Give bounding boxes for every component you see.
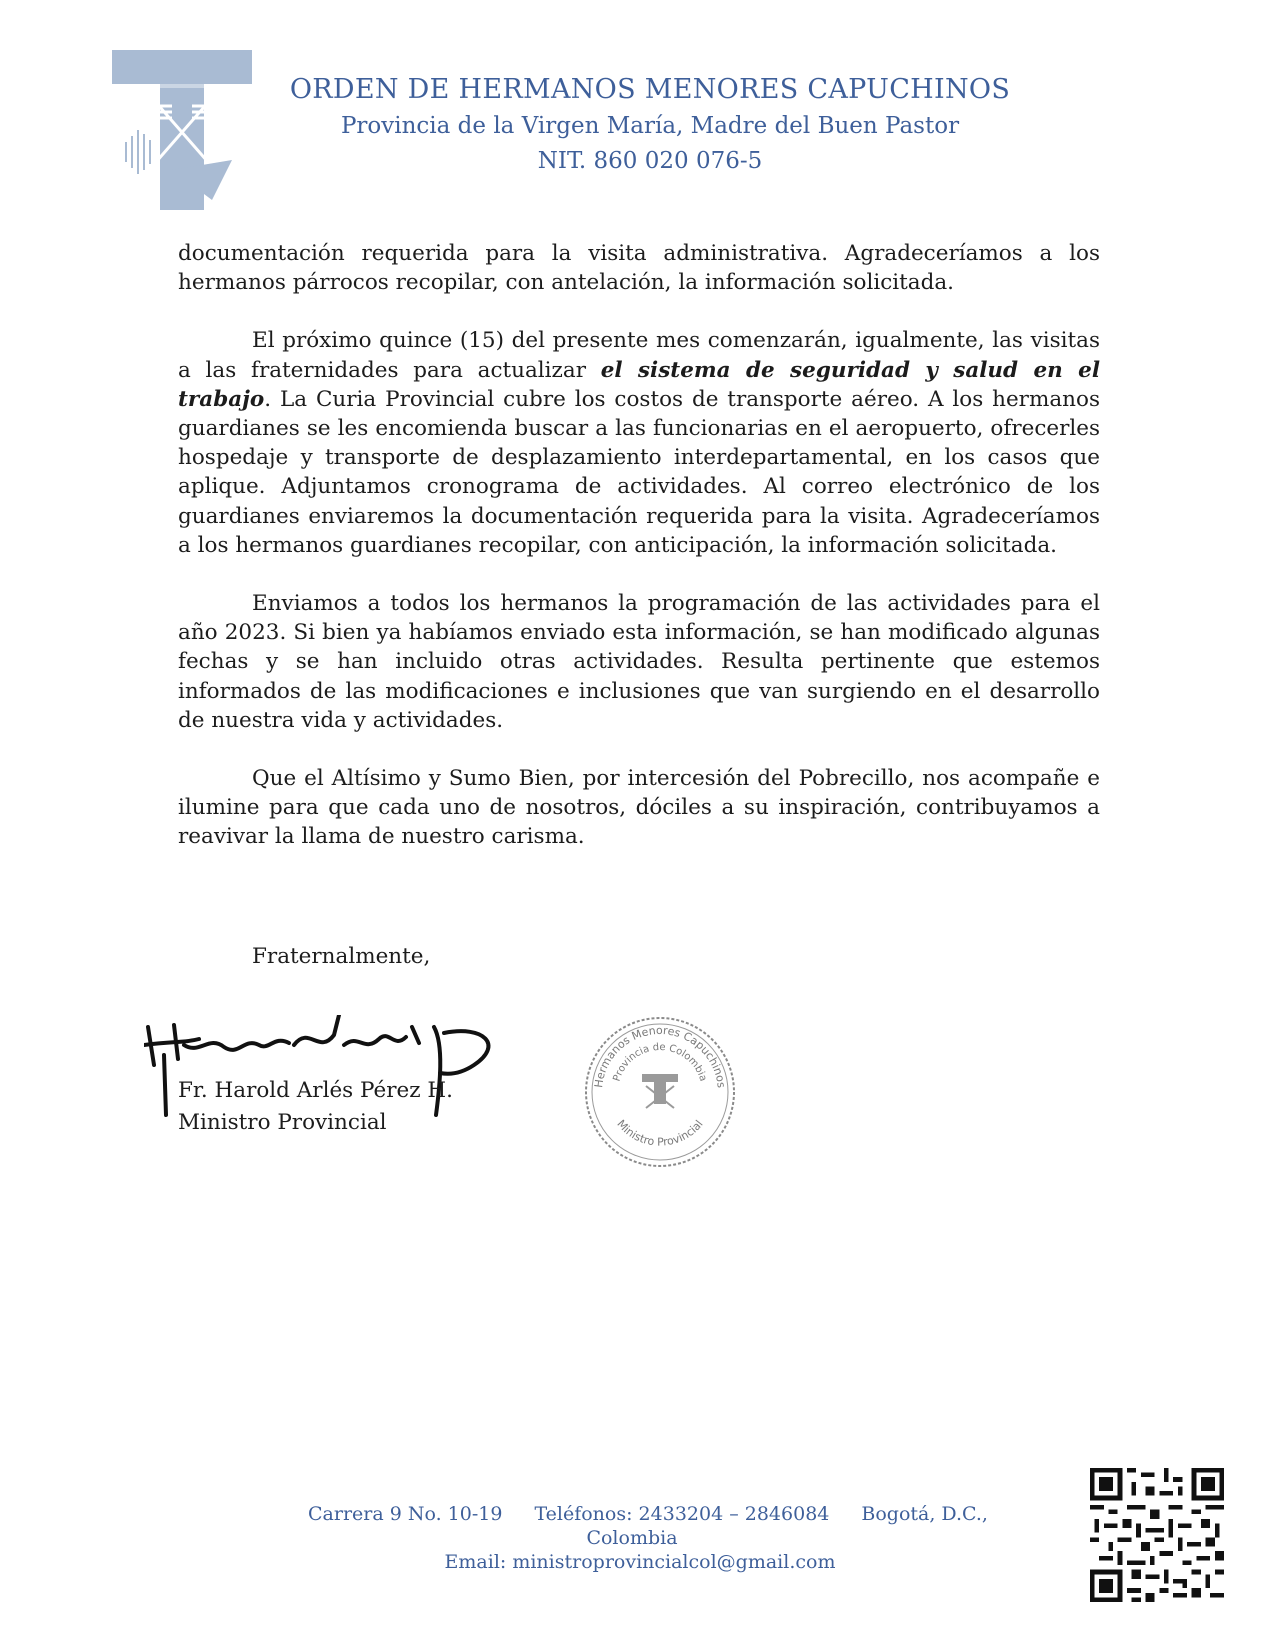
- footer-email: Email: ministroprovincialcol@gmail.com: [444, 1551, 836, 1573]
- letterhead: [250, 72, 1050, 178]
- official-seal: [580, 1012, 740, 1172]
- letter-body: [178, 239, 1100, 881]
- footer-phones: Teléfonos: 2433204 – 2846084: [534, 1503, 830, 1525]
- seal-text-top: Hermanos Menores Capuchinos: [592, 1023, 728, 1089]
- footer-contact-line: [240, 1502, 1040, 1550]
- paragraph-1: documentación requerida para la visita administrativa. Agradeceríamos a los hermanos párrocos recopilar, con antelación, la información solicitada.: [178, 241, 1100, 296]
- paragraph-3: Enviamos a todos los hermanos la programación de las actividades para el año 2023. Si bien ya habíamos enviado esta información, se han modificado algunas fechas y se han incluido otras actividades. Resulta pertinente que estemos informados de las modificaciones e inclusiones que van surgiendo en el desarrollo de nuestra vida y actividades.: [178, 591, 1100, 733]
- nit-number: NIT. 860 020 076-5: [537, 148, 763, 174]
- footer-address: Carrera 9 No. 10-19: [308, 1503, 503, 1525]
- paragraph-2: [178, 326, 1100, 560]
- org-name: ORDEN DE HERMANOS MENORES CAPUCHINOS: [289, 74, 1011, 105]
- paragraph-2-start: El próximo quince (15) del presente mes comenzarán, igualmente, las visitas a las fraternidades para actualizar: [178, 328, 1100, 383]
- order-logo: [112, 50, 252, 210]
- paragraph-4: Que el Altísimo y Sumo Bien, por intercesión del Pobrecillo, nos acompañe e ilumine para que cada uno de nosotros, dóciles a su inspiración, contribuyamos a reavivar la llama de nuestro carisma.: [178, 766, 1100, 850]
- paragraph-2-emphasis: el sistema de seguridad y salud en el trabajo: [178, 357, 1100, 412]
- footer: [240, 1502, 1040, 1574]
- province-name: Provincia de la Virgen María, Madre del Buen Pastor: [340, 113, 960, 139]
- signatory-block: [178, 1075, 453, 1139]
- seal-text-mid: Provincia de Colombia: [611, 1041, 709, 1083]
- signatory-name: Fr. Harold Arlés Pérez H.: [178, 1078, 454, 1103]
- signatory-title: Ministro Provincial: [178, 1110, 387, 1135]
- seal-text-bottom: Ministro Provincial: [614, 1117, 706, 1149]
- footer-city: Bogotá, D.C., Colombia: [586, 1503, 988, 1549]
- closing-salutation: Fraternalmente,: [252, 944, 431, 969]
- svg-text:Ministro Provincial: [614, 1117, 705, 1148]
- paragraph-2-end: . La Curia Provincial cubre los costos de transporte aéreo. A los hermanos guardianes se les encomienda buscar a las funcionarias en el aeropuerto, ofrecerles hospedaje y transporte de desplazamiento interdepartamental, en los casos que aplique. Adjuntamos cronograma de actividades. Al correo electrónico de los guardianes enviaremos la documentación requerida para la visita. Agradeceríamos a los hermanos guardianes recopilar, con anticipación, la información solicitada.: [178, 386, 1100, 558]
- qr-code: [1090, 1468, 1224, 1602]
